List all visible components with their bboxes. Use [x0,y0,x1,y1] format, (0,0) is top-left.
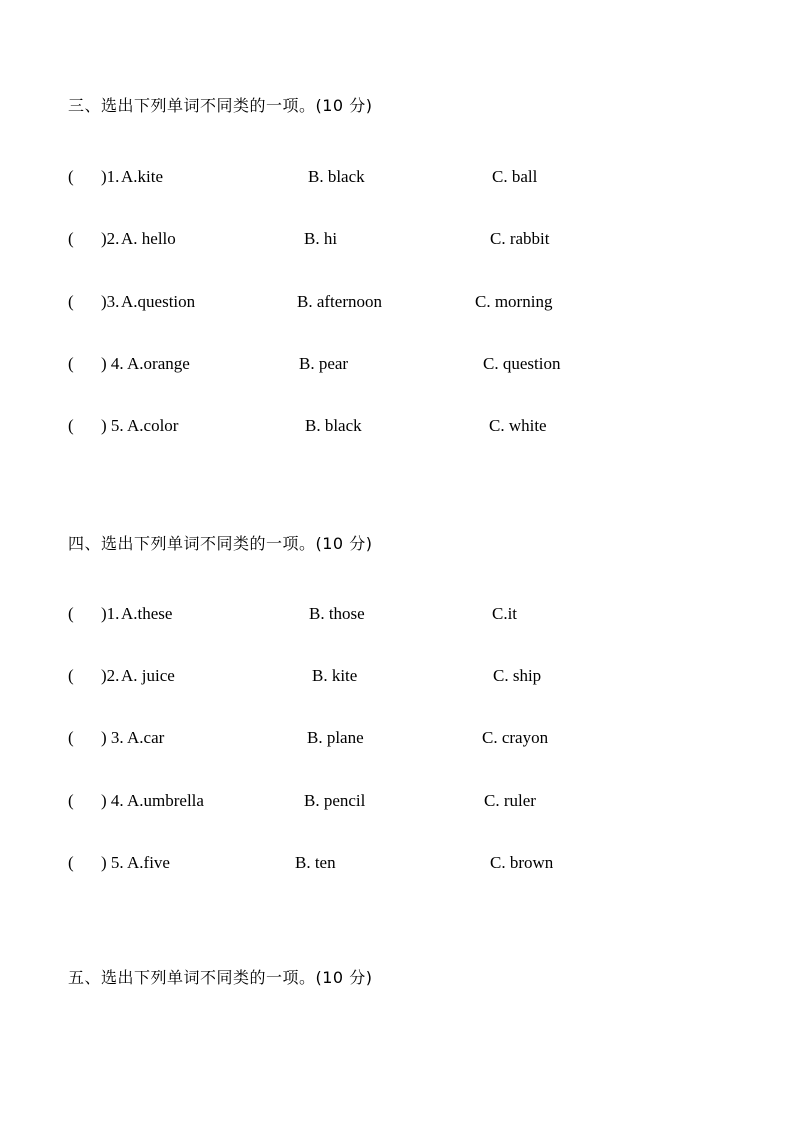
option-b: B. those [309,604,365,623]
answer-paren: ( [68,853,74,872]
option-a: A.car [127,728,165,747]
answer-paren: ( [68,604,74,623]
section-5 [68,968,768,988]
question-number: ) 5. [101,416,124,435]
option-c: C. rabbit [490,229,550,248]
answer-paren: ( [68,728,74,747]
question-row [68,228,768,250]
option-a: A. juice [121,666,175,685]
question-number: )2. [101,229,120,248]
option-b: B. black [308,167,365,186]
option-c: C. ball [492,167,538,186]
answer-paren: ( [68,354,74,373]
section-3 [68,96,768,437]
section-heading: 五、选出下列单词不同类的一项。(10 分) [68,968,373,987]
question-number: )3. [101,292,120,311]
option-b: B. black [305,416,362,435]
option-c: C. crayon [482,728,549,747]
option-a: A.kite [121,167,164,186]
answer-paren: ( [68,416,74,435]
option-b: B. ten [295,853,336,872]
question-number: ) 4. [101,791,124,810]
section-heading: 三、选出下列单词不同类的一项。(10 分) [68,96,373,115]
option-a: A.five [127,853,170,872]
option-a: A.these [121,604,173,623]
option-c: C. question [483,354,561,373]
option-b: B. plane [307,728,364,747]
answer-paren: ( [68,292,74,311]
answer-paren: ( [68,229,74,248]
question-number: ) 4. [101,354,124,373]
question-row [68,291,768,313]
answer-paren: ( [68,666,74,685]
option-c: C. brown [490,853,554,872]
option-c: C. white [489,416,547,435]
section-heading: 四、选出下列单词不同类的一项。(10 分) [68,534,373,553]
option-c: C. morning [475,292,553,311]
option-b: B. afternoon [297,292,382,311]
question-row [68,353,768,375]
question-row [68,727,768,749]
question-number: ) 3. [101,728,124,747]
answer-paren: ( [68,167,74,186]
option-a: A.orange [127,354,190,373]
question-row [68,603,768,625]
option-a: A. hello [121,229,176,248]
option-c: C. ruler [484,791,536,810]
answer-paren: ( [68,791,74,810]
option-b: B. hi [304,229,338,248]
question-row [68,852,768,874]
question-row [68,790,768,812]
option-b: B. pear [299,354,349,373]
option-c: C.it [492,604,518,623]
question-number: ) 5. [101,853,124,872]
question-number: )1. [101,604,120,623]
question-row [68,166,768,188]
question-number: )1. [101,167,120,186]
section-4 [68,534,768,874]
option-b: B. pencil [304,791,366,810]
option-b: B. kite [312,666,358,685]
option-a: A.color [127,416,179,435]
option-a: A.umbrella [127,791,204,810]
option-c: C. ship [493,666,542,685]
question-row [68,665,768,687]
option-a: A.question [121,292,196,311]
question-number: )2. [101,666,120,685]
question-row [68,415,768,437]
